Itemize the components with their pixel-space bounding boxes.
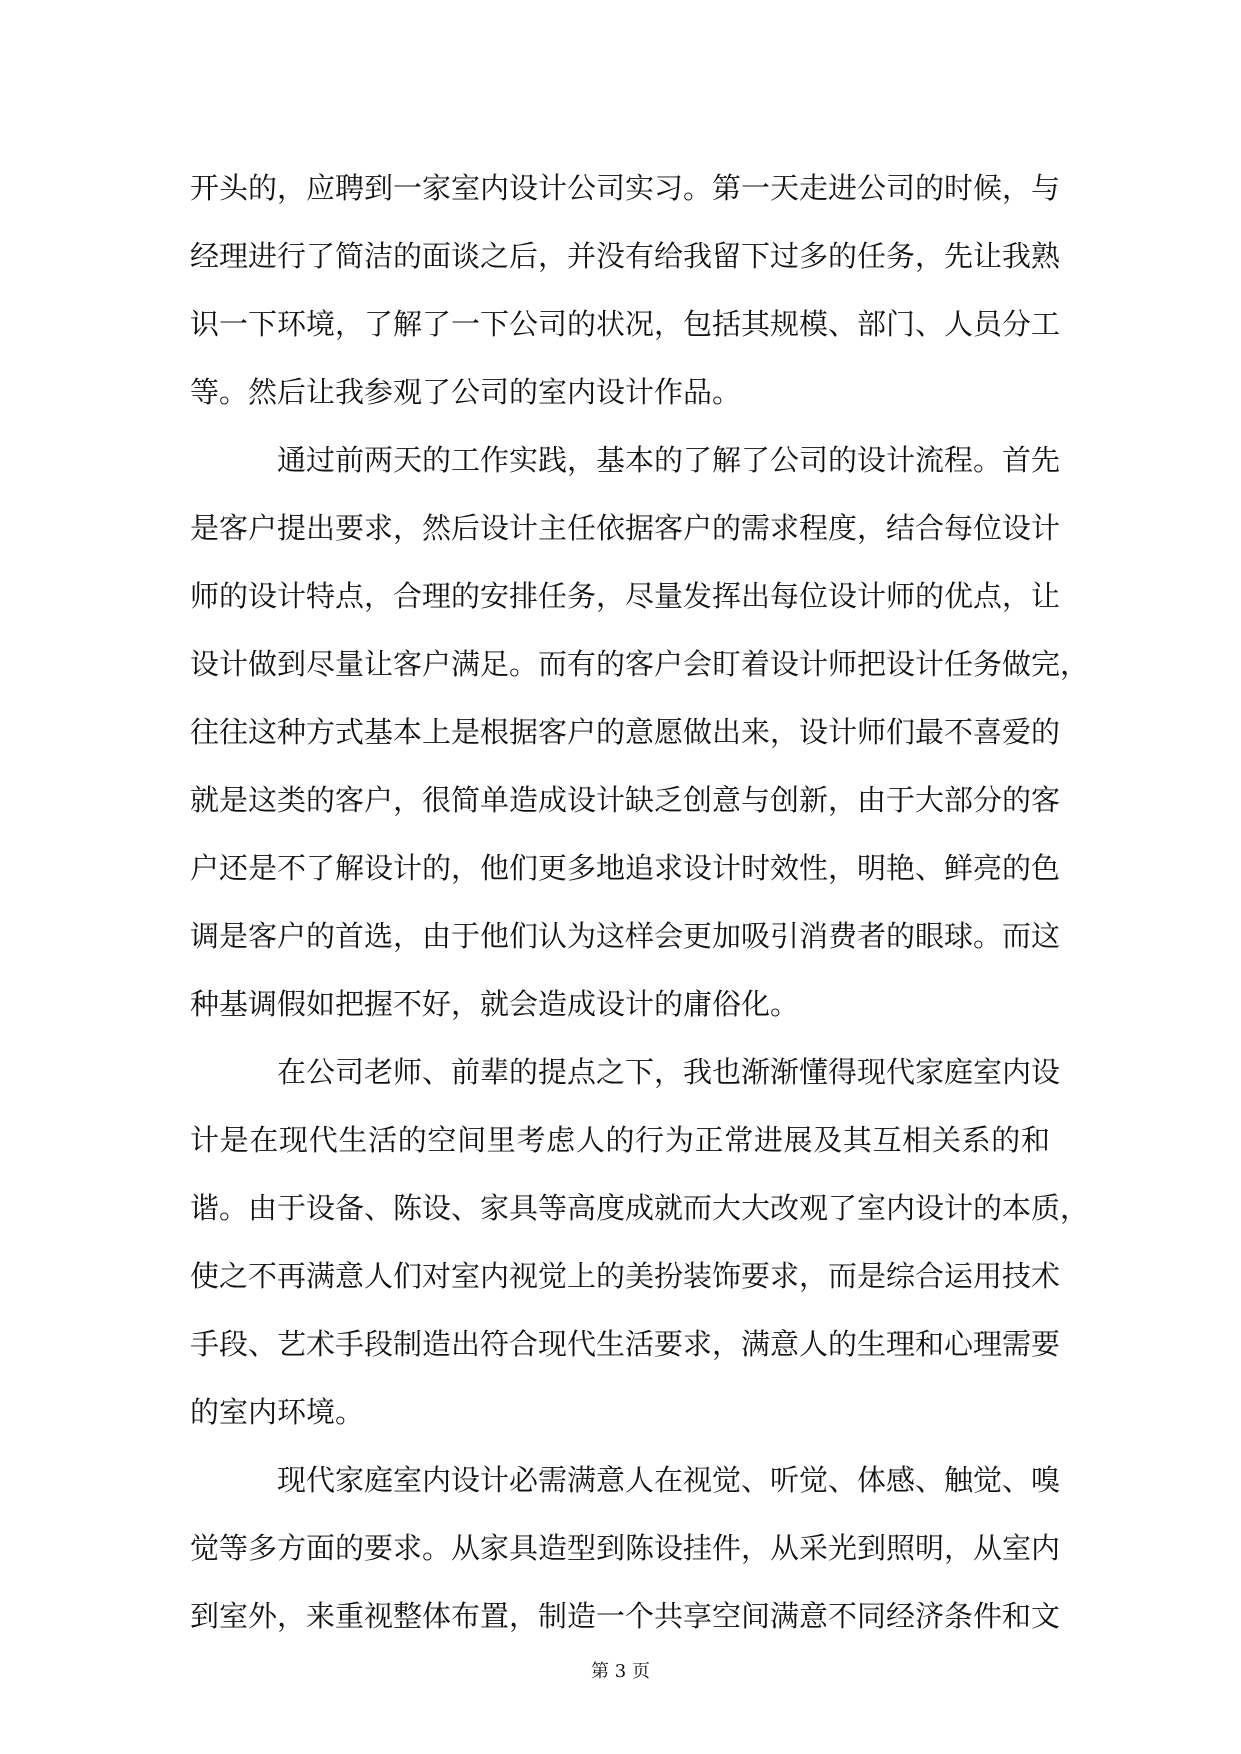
- text-line: 等。然后让我参观了公司的室内设计作品。: [190, 375, 742, 409]
- text-line: 开头的，应聘到一家室内设计公司实习。第一天走进公司的时候，与: [190, 171, 1061, 205]
- text-line: 往往这种方式基本上是根据客户的意愿做出来，设计师们最不喜爱的: [190, 715, 1061, 749]
- text-line: 计是在现代生活的空间里考虑人的行为正常进展及其互相关系的和: [190, 1123, 1050, 1157]
- text-line: 识一下环境，了解了一下公司的状况，包括其规模、部门、人员分工: [190, 307, 1061, 341]
- text-line: 手段、艺术手段制造出符合现代生活要求，满意人的生理和心理需要: [190, 1327, 1061, 1361]
- text-line: 户还是不了解设计的，他们更多地追求设计时效性，明艳、鲜亮的色: [190, 851, 1061, 885]
- text-line: 现代家庭室内设计必需满意人在视觉、听觉、体感、触觉、嗅: [277, 1463, 1061, 1497]
- text-line: 到室外，来重视整体布置，制造一个共享空间满意不同经济条件和文: [190, 1599, 1061, 1633]
- text-line: 就是这类的客户，很简单造成设计缺乏创意与创新，由于大部分的客: [190, 783, 1061, 817]
- text-line: 师的设计特点，合理的安排任务，尽量发挥出每位设计师的优点，让: [190, 579, 1061, 613]
- text-line: 的室内环境。: [190, 1395, 365, 1429]
- text-line: 谐。由于设备、陈设、家具等高度成就而大大改观了室内设计的本质，: [190, 1191, 1090, 1225]
- text-line: 种基调假如把握不好，就会造成设计的庸俗化。: [190, 987, 800, 1021]
- document-body: [190, 162, 1090, 1658]
- text-line: 调是客户的首选，由于他们认为这样会更加吸引消费者的眼球。而这: [190, 919, 1061, 953]
- text-line: 在公司老师、前辈的提点之下，我也渐渐懂得现代家庭室内设: [277, 1055, 1061, 1089]
- text-line: 通过前两天的工作实践，基本的了解了公司的设计流程。首先: [277, 443, 1061, 477]
- text-line: 使之不再满意人们对室内视觉上的美扮装饰要求，而是综合运用技术: [190, 1259, 1061, 1293]
- text-line: 经理进行了简洁的面谈之后，并没有给我留下过多的任务，先让我熟: [190, 239, 1061, 273]
- page-number: 第 3 页: [591, 1661, 650, 1682]
- text-line: 是客户提出要求，然后设计主任依据客户的需求程度，结合每位设计: [190, 511, 1061, 545]
- text-line: 觉等多方面的要求。从家具造型到陈设挂件，从采光到照明，从室内: [190, 1531, 1061, 1565]
- text-line: 设计做到尽量让客户满足。而有的客户会盯着设计师把设计任务做完，: [190, 647, 1090, 681]
